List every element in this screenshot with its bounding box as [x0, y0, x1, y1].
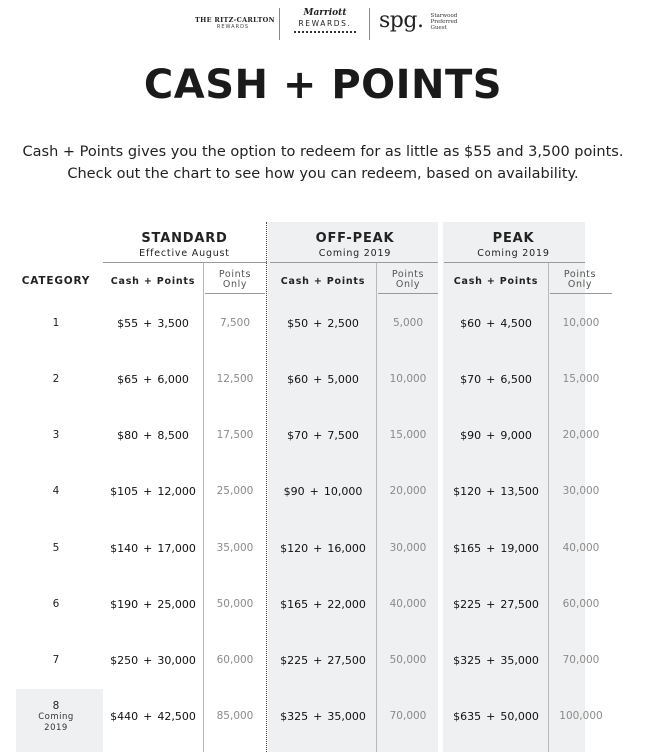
points-only-cell: 70,000 [562, 654, 600, 666]
points-only-cell: 40,000 [389, 598, 427, 610]
standard-offpeak-divider [266, 222, 267, 752]
points-only-cell: 12,500 [216, 373, 254, 385]
po-header-underline [378, 293, 438, 294]
points-only-cell: 5,000 [392, 317, 424, 329]
po-header-underline [550, 293, 612, 294]
points-only-cell: 40,000 [562, 542, 600, 554]
po-header-underline [205, 293, 265, 294]
cash-points-cell: $60 + 5,000 [287, 373, 359, 386]
cash-points-cell: $140 + 17,000 [110, 542, 196, 555]
points-only-cell: 30,000 [562, 485, 600, 497]
points-only-cell: 20,000 [562, 429, 600, 441]
group-title: PEAK [492, 231, 535, 246]
group-subtitle: Coming 2019 [477, 248, 550, 259]
points-only-cell: 85,000 [216, 710, 254, 722]
category-cell: 5 [52, 542, 60, 554]
offpeak-peak-gap [440, 222, 443, 752]
peak-header-line [444, 262, 585, 263]
points-only-cell: 10,000 [389, 373, 427, 385]
cash-points-cell: $105 + 12,000 [110, 485, 196, 498]
column-header-points-only: Points Only [391, 269, 425, 290]
category-cell: 1 [52, 317, 60, 329]
points-only-cell: 25,000 [216, 485, 254, 497]
cash-points-cell: $50 + 2,500 [287, 317, 359, 330]
marriott-dots [294, 31, 356, 33]
points-only-cell: 17,500 [216, 429, 254, 441]
cash-points-cell: $440 + 42,500 [110, 710, 196, 723]
category-header: CATEGORY [21, 275, 91, 287]
points-only-cell: 7,500 [219, 317, 251, 329]
group-subtitle: Effective August [139, 248, 230, 259]
category-cell: 4 [52, 485, 60, 497]
cash-points-cell: $120 + 16,000 [280, 542, 366, 555]
category-cell: 7 [52, 654, 60, 666]
points-only-cell: 100,000 [559, 710, 603, 722]
logo-divider [369, 8, 370, 40]
points-only-cell: 60,000 [216, 654, 254, 666]
points-only-cell: 10,000 [562, 317, 600, 329]
marriott-rewards-logo: Marriott REWARDS. [290, 8, 360, 33]
category-cell: 8 Coming 2019 [38, 700, 74, 733]
points-only-cell: 30,000 [389, 542, 427, 554]
points-only-cell: 70,000 [389, 710, 427, 722]
logo-divider [279, 8, 280, 40]
column-header-cash-points: Cash + Points [280, 276, 366, 287]
points-only-cell: 35,000 [216, 542, 254, 554]
cash-points-cell: $325 + 35,000 [280, 710, 366, 723]
cash-points-cell: $190 + 25,000 [110, 598, 196, 611]
spg-logo: spg. Starwood Preferred Guest [379, 8, 458, 33]
cash-points-cell: $120 + 13,500 [453, 485, 539, 498]
column-header-points-only: Points Only [218, 269, 252, 290]
category-cell: 2 [52, 373, 60, 385]
cash-points-cell: $90 + 10,000 [283, 485, 363, 498]
offpeak-header-line [270, 262, 438, 263]
column-header-points-only: Points Only [563, 269, 597, 290]
std-points-divider [203, 263, 204, 752]
category-cell: 6 [52, 598, 60, 610]
standard-header-line [103, 262, 267, 263]
intro-text: Cash + Points gives you the option to redeem for as little as $55 and 3,500 points. Check out the chart to see how you can redeem, based on availability. [22, 144, 624, 182]
cash-points-cell: $90 + 9,000 [460, 429, 532, 442]
points-only-cell: 15,000 [562, 373, 600, 385]
cash-points-cell: $70 + 7,500 [287, 429, 359, 442]
points-only-cell: 50,000 [389, 654, 427, 666]
peak-points-divider [548, 263, 549, 752]
cash-points-cell: $225 + 27,500 [280, 654, 366, 667]
points-only-cell: 15,000 [389, 429, 427, 441]
page-title: CASH + POINTS [143, 62, 503, 108]
cash-points-cell: $635 + 50,000 [453, 710, 539, 723]
group-title: OFF-PEAK [315, 231, 395, 246]
cash-points-cell: $55 + 3,500 [117, 317, 189, 330]
cash-points-cell: $70 + 6,500 [460, 373, 532, 386]
column-header-cash-points: Cash + Points [110, 276, 196, 287]
cash-points-cell: $80 + 8,500 [117, 429, 189, 442]
cash-points-cell: $250 + 30,000 [110, 654, 196, 667]
brand-logos [0, 8, 646, 42]
cash-points-cell: $325 + 35,000 [453, 654, 539, 667]
cash-points-cell: $225 + 27,500 [453, 598, 539, 611]
cash-points-cell: $60 + 4,500 [460, 317, 532, 330]
column-header-cash-points: Cash + Points [453, 276, 539, 287]
cash-points-cell: $165 + 22,000 [280, 598, 366, 611]
ritz-carlton-rewards-logo: THE RITZ-CARLTON REWARDS [195, 16, 275, 30]
points-only-cell: 60,000 [562, 598, 600, 610]
cash-points-cell: $165 + 19,000 [453, 542, 539, 555]
cash-points-cell: $65 + 6,000 [117, 373, 189, 386]
off-points-divider [376, 263, 377, 752]
category-cell: 3 [52, 429, 60, 441]
points-only-cell: 20,000 [389, 485, 427, 497]
group-title: STANDARD [141, 231, 228, 246]
points-only-cell: 50,000 [216, 598, 254, 610]
group-subtitle: Coming 2019 [318, 248, 392, 259]
